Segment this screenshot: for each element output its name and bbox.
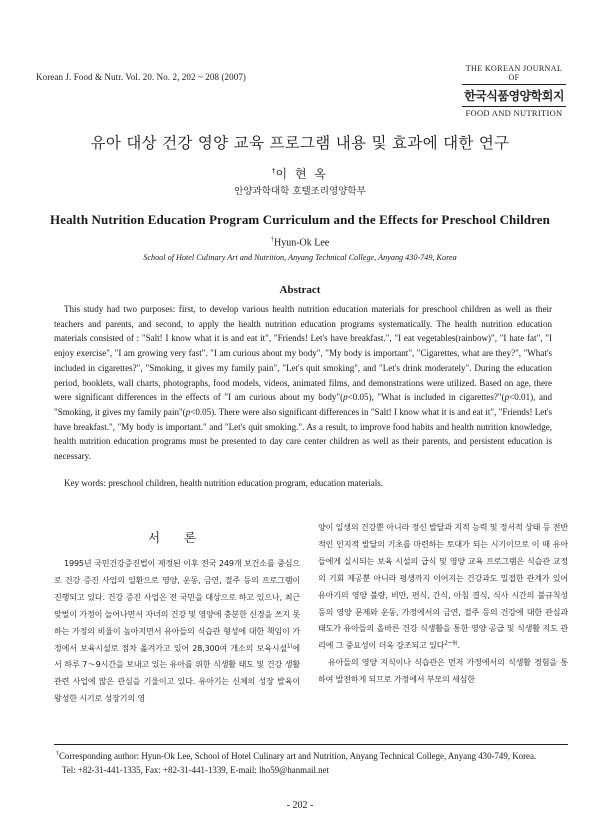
corresponding-mark: † xyxy=(272,167,276,175)
english-title: Health Nutrition Education Program Curriculum and the Effects for Preschool Children xyxy=(50,212,550,227)
introduction-left-column xyxy=(54,556,300,708)
journal-name-en-2: FOOD AND NUTRITION xyxy=(462,106,566,118)
citation-ref: 2~9) xyxy=(444,640,458,647)
citation-ref: 1) xyxy=(287,642,293,649)
journal-name-kr: 한국식품영양학회지 xyxy=(464,89,564,103)
journal-name-en: THE KOREAN JOURNAL OF xyxy=(462,64,566,85)
korean-title: 유아 대상 건강 영양 교육 프로그램 내용 및 효과에 대한 연구 xyxy=(90,134,510,152)
intro-paragraph-1: 1995년 국민건강증진법이 제정된 이후 전국 249개 보건소를 중심으로 건강 증진 사업의 일환으로 영양, 운동, 금연, 절주 등의 프로그램이 진행되고 있다. 건강 증진 사업은 전 국민을 대상으로 하고 있으나, 최근 맞벌이 가정이 늘어나면서 자녀의 건강 및 영양에 충분한 신경을 쓰지 못하는 가정의 비율이 높아지면서 유아들의 식습관 형성에 대한 책임이 가정에서 보육시설로 점차 옮겨가고 있어 28,300여 개소의 보육시설$^{1)}$에서 하루 7～9시간을 보내고 있는 유아를 위한 식생활 태도 및 건강 생활 관련 사업에 많은 관심을 기울이고 있다. 유아기는 신체의 성장 발육이 왕성한 시기로 성장기의 영 xyxy=(54,559,300,704)
journal-logo-block xyxy=(462,64,566,118)
footnote-line-1: †Corresponding author: Hyun-Ok Lee, School of Hotel Culinary art and Nutrition, Anyang Technical College, Anyang 430-749, Korea. xyxy=(56,750,537,761)
journal-citation: Korean J. Food & Nutr. Vol. 20. No. 2, 202 ~ 208 (2007) xyxy=(36,72,247,82)
korean-author xyxy=(0,165,600,182)
keywords: Key words: preschool children, health nutrition education program, education materials. xyxy=(64,478,384,488)
abstract-paragraph: This study had two purposes: first, to develop various health nutrition education materials for preschool children as well as their teachers and parents, and second, to apply the health nutrition education programs systematically. The health nutrition education materials consisted of : "Salt! I know what it is and eat it", "Friends! Let's have breakfast.", "I eat vegetables(rainbow)", "I hate fat", "I enjoy exercise", "I am growing very fast". "I am curious about my body", "My body is important", "Cigarettes, what are they?", "What's included in cigarettes?", "Smoking, it gives my family pain", "Let's quit smoking", and "Let's drink moderately". During the education period, booklets, wall charts, photographs, food models, videos, animated films, and demonstrations were utilized. Based on age, there were significant differences in the effects of "I am curious about my body"(p<0.05), "What is included in cigarettes?"(p<0.01), and "Smoking, it gives my family pain"(p<0.05). There were also significant differences in "Salt! I know what it is and eat it", "Friends! Let's have breakfast.", "My body is important." and "Let's quit smoking.". As a result, to improve food habits and health nutrition knowledge, health nutrition education programs must be presented to day care center children as well as their parents, and persistent education is necessary. xyxy=(54,304,553,462)
english-affiliation: School of Hotel Culinary Art and Nutrition, Anyang Technical College, Anyang 430-749, Korea xyxy=(143,253,457,262)
footnote xyxy=(56,747,568,777)
footnote-line-2: Tel: +82-31-441-1335, Fax: +82-31-441-1339, E-mail: lho59@hanmail.net xyxy=(62,764,330,775)
footnote-divider xyxy=(54,744,568,745)
korean-author-name: 이 현 옥 xyxy=(275,167,328,181)
abstract-heading: Abstract xyxy=(279,284,321,296)
intro-paragraph-2: 유아들의 영양 지식이나 식습관은 먼저 가정에서의 식생활 경험을 통하여 발전하게 되므로 가정에서 부모의 세심한 xyxy=(318,658,568,685)
english-author-name: Hyun-Ok Lee xyxy=(273,237,330,249)
introduction-heading: 서 론 xyxy=(147,530,207,545)
page-number: - 202 - xyxy=(286,800,314,811)
abstract-body xyxy=(54,302,552,464)
corresponding-mark-en: † xyxy=(270,236,274,243)
english-author xyxy=(0,236,600,248)
introduction-right-column xyxy=(318,520,568,689)
korean-affiliation: 안양과학대학 호텔조리영양학부 xyxy=(234,186,366,197)
intro-paragraph-1-cont: 양이 일생의 건강뿐 아니라 정신 발달과 지적 능력 및 정서적 상태 등 전반적인 인지적 발달의 기초를 마련하는 토대가 되는 시기이므로 이 때 유아들에게 실시되는 보육 시설의 급식 및 영양 교육 프로그램은 식습관 교정의 기회 제공뿐 아니라 평생까지 이어지는 건강과도 밀접한 관계가 있어 유아기의 영양 불량, 비만, 편식, 간식, 아침 결식, 식사 시간의 불규칙성 등의 영양 문제와 운동, 가정에서의 금연, 절주 등의 건강에 대한 관심과 태도가 유아들의 올바른 건강 식생활을 통한 영양 공급 및 식생활 지도 관리에 그 중요성이 더욱 강조되고 있다$^{2\sim 9)}$. xyxy=(318,523,568,651)
